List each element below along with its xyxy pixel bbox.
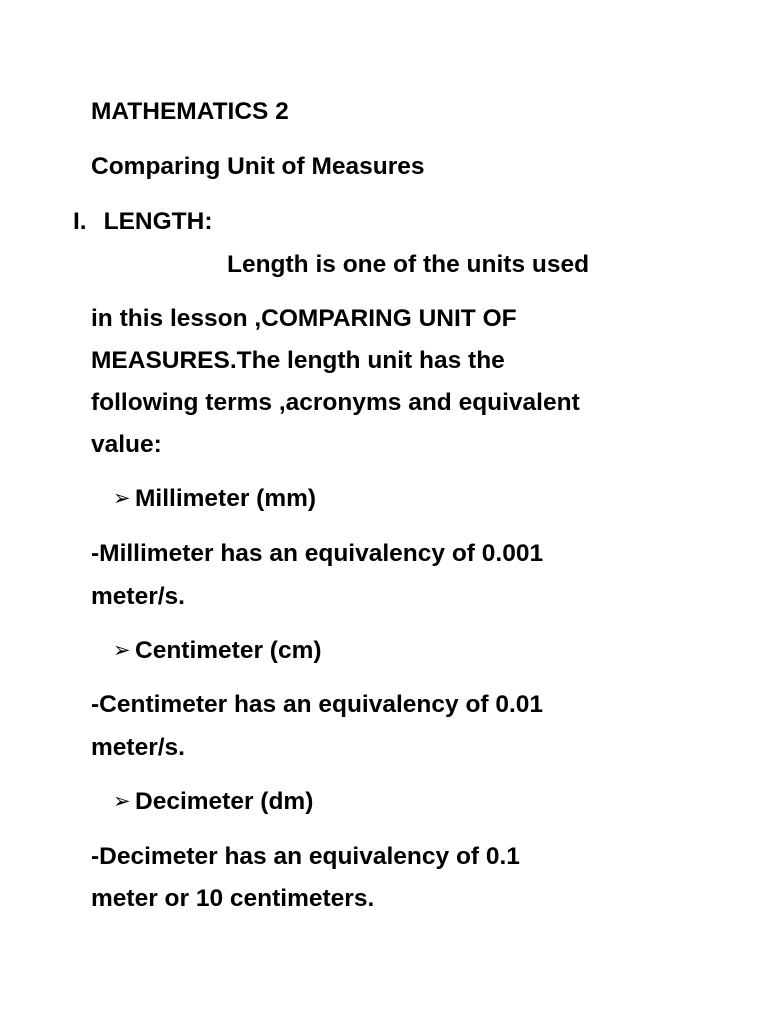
section-heading <box>73 207 213 237</box>
lesson-title: Comparing Unit of Measures <box>91 153 425 180</box>
section-title: LENGTH: <box>103 208 213 235</box>
intro-line: in this lesson ,COMPARING UNIT OF <box>91 305 517 332</box>
intro-first-line: Length is one of the units used <box>227 251 590 278</box>
arrow-bullet-icon: ➢ <box>113 639 131 662</box>
unit-description-line: -Centimeter has an equivalency of 0.01 <box>91 691 544 718</box>
unit-description-line: meter/s. <box>91 583 185 610</box>
subject-title: MATHEMATICS 2 <box>91 98 289 125</box>
unit-term-label: Decimeter (dm) <box>135 788 314 815</box>
arrow-bullet-icon: ➢ <box>113 790 131 813</box>
intro-line: following terms ,acronyms and equivalent <box>91 389 580 416</box>
arrow-bullet-icon: ➢ <box>113 487 131 510</box>
unit-description-line: meter or 10 centimeters. <box>91 885 375 912</box>
unit-description-line: -Decimeter has an equivalency of 0.1 <box>91 843 520 870</box>
intro-line: value: <box>91 431 162 458</box>
unit-term-label: Centimeter (cm) <box>135 637 322 664</box>
unit-term-label: Millimeter (mm) <box>135 485 317 512</box>
unit-term-centimeter <box>113 636 322 666</box>
section-numeral: I. <box>73 208 87 235</box>
unit-description-line: -Millimeter has an equivalency of 0.001 <box>91 540 544 567</box>
intro-line: MEASURES.The length unit has the <box>91 347 505 374</box>
unit-description-line: meter/s. <box>91 734 185 761</box>
unit-term-millimeter <box>113 484 316 514</box>
unit-term-decimeter <box>113 787 313 817</box>
